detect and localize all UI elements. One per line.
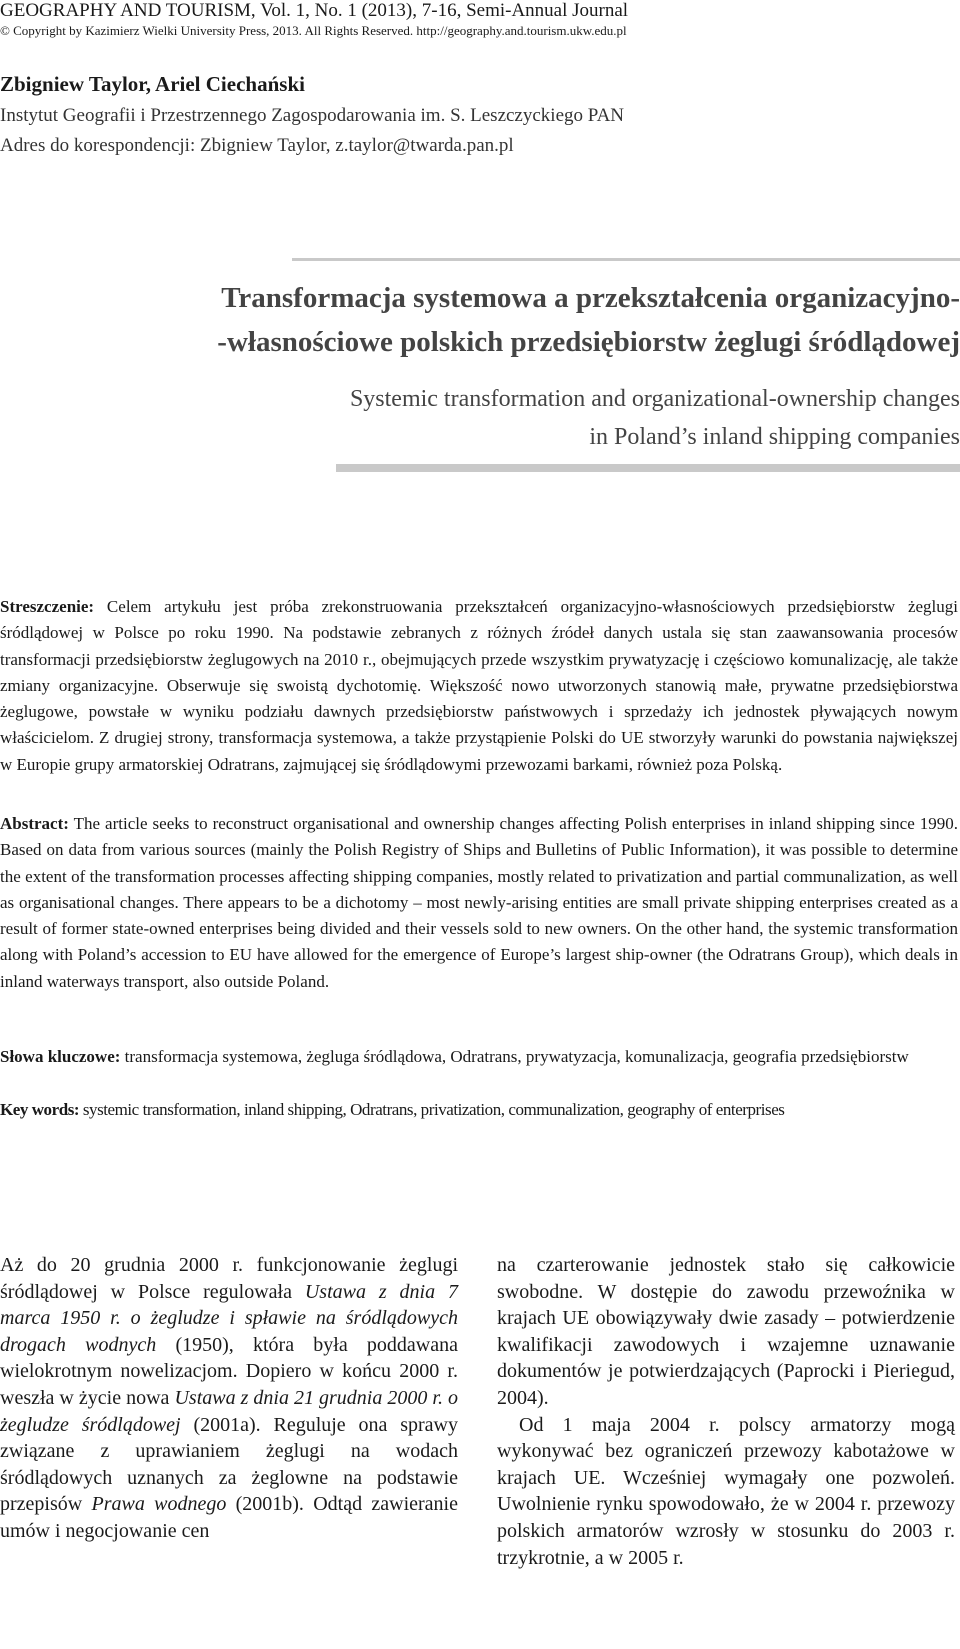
body-text-italic: Ustawa z dnia 21 grudnia 2000 r. o żegludze śródlądowej	[0, 1386, 458, 1436]
keywords-polish-text: transformacja systemowa, żegluga śródlądowa, Odratrans, prywatyzacja, komunalizacja, geografia przedsiębiorstw	[120, 1047, 909, 1066]
title-polish-line2: -własnościowe polskich przedsiębiorstw żeglugi śródlądowej	[217, 326, 960, 358]
authors: Zbigniew Taylor, Ariel Ciechański	[0, 72, 305, 96]
correspondence-address: Adres do korespondencji: Zbigniew Taylor, z.taylor@twarda.pan.pl	[0, 135, 514, 156]
title-english-line2: in Poland’s inland shipping companies	[589, 424, 960, 450]
body-text-italic: Ustawa z dnia 7 marca 1950 r. o żegludze i spławie na śródlądowych drogach wodnych	[0, 1280, 458, 1356]
body-paragraph: Od 1 maja 2004 r. polscy armatorzy mogą wykonywać bez ograniczeń przewozy kabotażowe w krajach UE. Wcześniej wymagały one pozwoleń. Uwolnienie rynku spowodowało, że w 2004 r. przewozy polskich armatorów wzrosły w stosunku do 2003 r. trzykrotnie, a w 2005 r.	[497, 1413, 955, 1569]
keywords-polish-label: Słowa kluczowe:	[0, 1047, 121, 1066]
abstract-polish-label: Streszczenie:	[0, 597, 95, 616]
body-text: Aż do 20 grudnia 2000 r. funkcjonowanie żeglugi śródlądowej w Polsce regulowała	[0, 1254, 458, 1303]
title-english	[150, 380, 960, 456]
title-polish-line1: Transformacja systemowa a przekształcenia organizacyjno-	[221, 282, 960, 314]
body-paragraph	[0, 1252, 458, 1545]
affiliation: Instytut Geografii i Przestrzennego Zagospodarowania im. S. Leszczyckiego PAN	[0, 105, 625, 126]
copyright-line: © Copyright by Kazimierz Wielki University Press, 2013. All Rights Reserved. http://geography.and.tourism.ukw.edu.pl	[0, 23, 627, 38]
body-text: (2001a). Reguluje ona sprawy związane z uprawianiem żeglugi na wodach śródlądowych uznanych za żeglowne na podstawie przepisów	[0, 1413, 458, 1516]
keywords-english	[0, 1097, 958, 1123]
abstract-english-label: Abstract:	[0, 814, 69, 833]
body-column-right	[497, 1252, 955, 1571]
body-text: (1950), która była poddawana wielokrotnym nowelizacjom. Dopiero w końcu 2000 r. weszła w życie nowa	[0, 1333, 459, 1409]
keywords-english-label: Key words:	[0, 1100, 80, 1119]
body-paragraph: na czarterowanie jednostek stało się całkowicie swobodne. W dostępie do zawodu przewoźnika w krajach UE obowiązywały dwie zasady – potwierdzenie kwalifikacji zawodowych i wzajemne uznawanie dokumentów je potwierdzających (Paprocki i Pieriegud, 2004).	[497, 1254, 955, 1409]
divider-top	[292, 258, 960, 261]
body-column-left	[0, 1252, 458, 1545]
keywords-polish	[0, 1044, 958, 1070]
abstract-polish-text: Celem artykułu jest próba zrekonstruowania przekształceń organizacyjno-własnościowych przedsiębiorstw żeglugi śródlądowej w Polsce po roku 1990. Na podstawie zebranych z różnych źródeł danych ustala się stan zaawansowania procesów transformacji przedsiębiorstw żeglugowych na 2010 r., obejmujących przede wszystkim prywatyzację i częściowo komunalizację, ale także zmiany organizacyjne. Obserwuje się swoistą dychotomię. Większość nowo utworzonych stanowią małe, prywatne przedsiębiorstwa żeglugowe, powstałe w wyniku podziału dawnych przedsiębiorstw państwowych i sprzedaży ich jednostek pływających nowym właścicielom. Z drugiej strony, transformacja systemowa, a także przystąpienie Polski do UE stworzyły warunki do powstania największej w Europie grupy armatorskiej Odratrans, zajmującej się śródlądowymi przewozami barkami, również poza Polską.	[0, 597, 958, 774]
abstract-english-text: The article seeks to reconstruct organisational and ownership changes affecting Polish enterprises in inland shipping since 1990. Based on data from various sources (mainly the Polish Registry of Ships and Bulletins of Public Information), it was possible to determine the extent of the transformation processes affecting shipping companies, mostly related to privatization and partial communalization, as well as organisational changes. There appears to be a dichotomy – most newly-arising entities are small private shipping enterprises created as a result of former state-owned enterprises being divided and their vessels sold to new owners. On the other hand, the systemic transformation along with Poland’s accession to EU have allowed for the emergence of Europe’s largest ship-owner (the Odratrans Group), which deals in inland waterways transport, also outside Poland.	[0, 814, 958, 991]
abstract-english	[0, 811, 958, 995]
title-polish	[80, 276, 960, 364]
body-text: (2001b). Odtąd zawieranie umów i negocjowanie cen	[0, 1493, 458, 1542]
journal-header-line: GEOGRAPHY AND TOURISM, Vol. 1, No. 1 (2013), 7-16, Semi-Annual Journal	[0, 0, 629, 21]
title-english-line1: Systemic transformation and organizational-ownership changes	[349, 386, 960, 412]
keywords-english-text: systemic transformation, inland shipping, Odratrans, privatization, communalization, geography of enterprises	[79, 1100, 785, 1119]
body-text-italic: Prawa wodnego	[91, 1493, 227, 1516]
divider-middle	[336, 464, 960, 472]
abstract-polish	[0, 594, 958, 778]
